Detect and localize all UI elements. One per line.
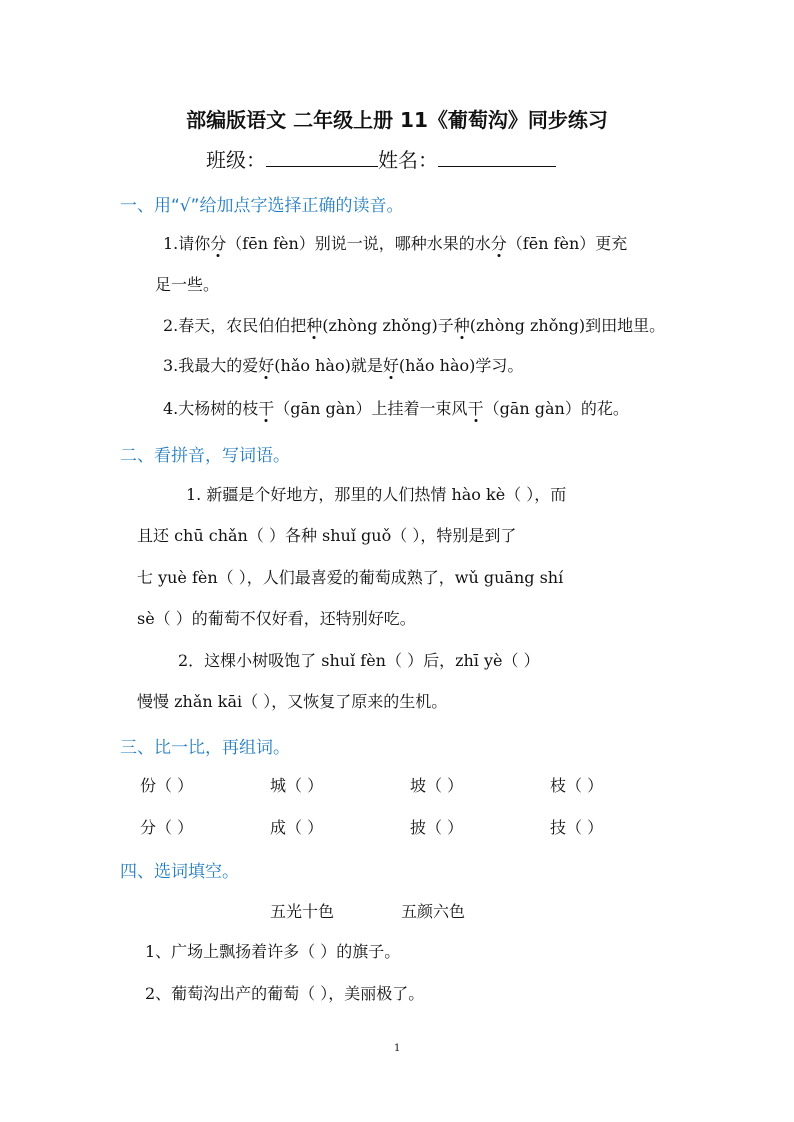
s3-cell: 披（ ） (410, 818, 464, 837)
option-word: 五颜六色 (401, 902, 466, 921)
text: 1.请你 (163, 234, 211, 253)
text: （fēn fèn）别说一说，哪种水果的水 (226, 234, 491, 253)
dotted-char: 干 (258, 399, 275, 418)
s1-question-4 (163, 396, 629, 419)
class-label: 班级： (206, 148, 266, 172)
s2-line-6: 慢慢 zhǎn kāi（ ），又恢复了原来的生机。 (137, 692, 448, 711)
s1-question-1-cont: 足一些。 (155, 275, 220, 294)
section-3-heading: 三、比一比，再组词。 (120, 738, 290, 758)
page-number: 1 (394, 1043, 401, 1054)
page-title: 部编版语文 二年级上册 11《葡萄沟》同步练习 (186, 108, 608, 132)
dotted-char: 分 (490, 234, 507, 253)
text: (zhòng zhǒng)子 (322, 316, 454, 335)
s1-question-3 (163, 353, 523, 376)
name-label: 姓名： (378, 148, 438, 172)
section-2-heading: 二、看拼音，写词语。 (120, 446, 290, 466)
dotted-char: 好 (258, 356, 275, 375)
dotted-char: 种 (306, 316, 323, 335)
s1-question-2 (163, 313, 665, 336)
s4-question-2: 2、葡萄沟出产的葡萄（ ），美丽极了。 (145, 984, 425, 1003)
section-4-heading: 四、选词填空。 (120, 862, 239, 882)
s3-cell: 分（ ） (140, 818, 194, 837)
text: (hǎo hào)学习。 (398, 356, 524, 375)
s3-cell: 坡（ ） (410, 776, 464, 795)
s3-cell: 城（ ） (270, 776, 324, 795)
dotted-char: 干 (467, 399, 484, 418)
s3-cell: 份（ ） (140, 776, 194, 795)
dotted-char: 好 (382, 356, 399, 375)
text: （gān gàn）上挂着一束风 (274, 399, 468, 418)
text: （gān gàn）的花。 (483, 399, 629, 418)
s4-question-1: 1、广场上飘扬着许多（ ）的旗子。 (145, 942, 401, 961)
name-blank[interactable] (438, 146, 556, 167)
class-name-line (206, 144, 556, 173)
s3-cell: 成（ ） (270, 818, 324, 837)
s3-cell: 枝（ ） (550, 776, 604, 795)
s1-question-1 (163, 231, 627, 254)
dotted-char: 种 (453, 316, 470, 335)
text: （fēn fèn）更充 (506, 234, 628, 253)
text: 3.我最大的爱 (163, 356, 259, 375)
text: 2.春天，农民伯伯把 (163, 316, 307, 335)
option-word: 五光十色 (270, 902, 335, 921)
text: (hǎo hào)就是 (274, 356, 383, 375)
s3-cell: 技（ ） (550, 818, 604, 837)
s2-line-2: 且还 chū chǎn（ ）各种 shuǐ guǒ（ ），特别是到了 (137, 526, 517, 545)
section-1-heading: 一、用“√”给加点字选择正确的读音。 (120, 196, 404, 216)
s2-line-4: sè（ ）的葡萄不仅好看，还特别好吃。 (137, 609, 416, 628)
class-blank[interactable] (266, 146, 378, 167)
text: 4.大杨树的枝 (163, 399, 259, 418)
dotted-char: 分 (210, 234, 227, 253)
text: (zhòng zhǒng)到田地里。 (469, 316, 666, 335)
s2-line-5: 2．这棵小树吸饱了 shuǐ fèn（ ）后，zhī yè（ ） (178, 651, 540, 670)
s2-line-1: 1. 新疆是个好地方，那里的人们热情 hào kè（ ），而 (186, 485, 567, 504)
s2-line-3: 七 yuè fèn（ ），人们最喜爱的葡萄成熟了，wǔ guāng shí (137, 568, 564, 587)
